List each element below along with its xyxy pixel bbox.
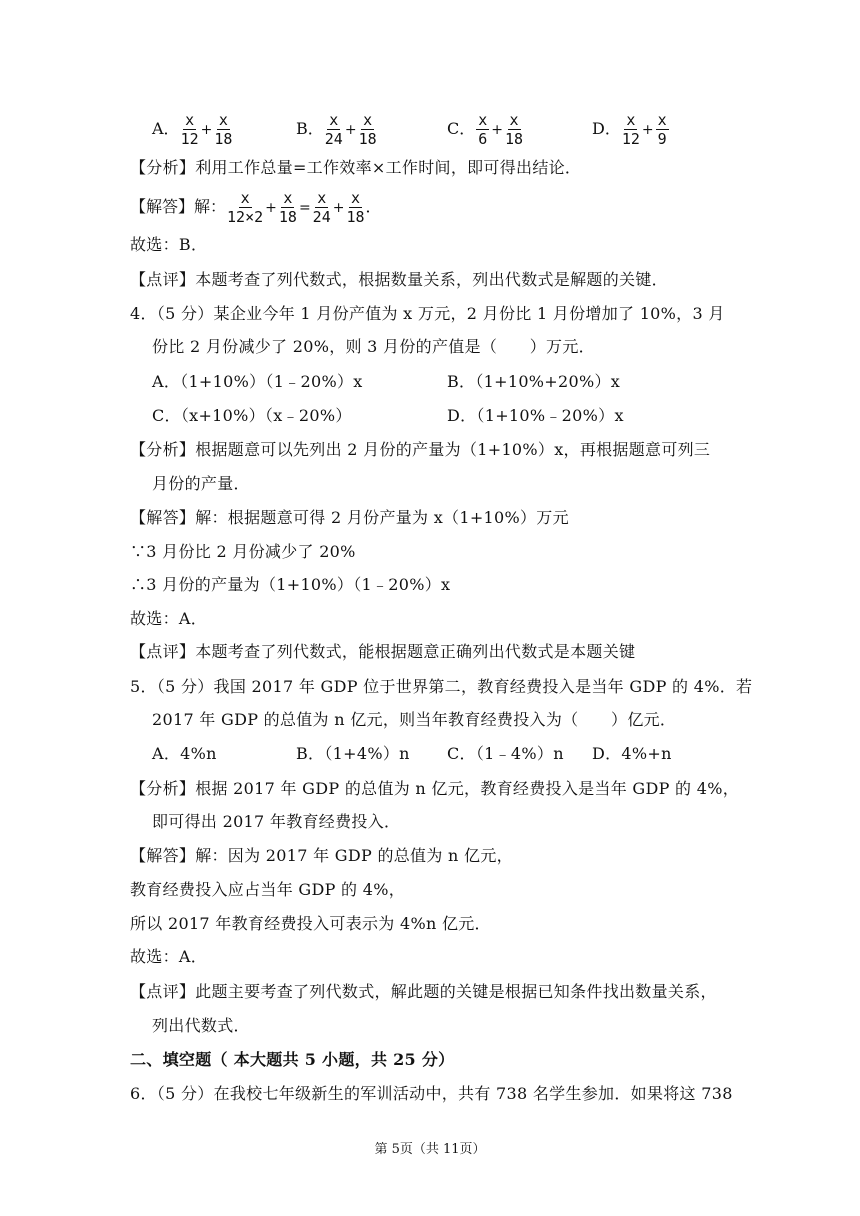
section-title-fill-in: 二、填空题（ 本大题共 5 小题，共 25 分） (130, 1050, 455, 1069)
q4-option-a: A．（1+10%）（1﹣20%）x (152, 372, 363, 391)
q3-option-c: C． $\frac{x}{6}$ + $\frac{x}{18}$ (447, 111, 524, 148)
q4-option-b: B．（1+10%+20%）x (447, 372, 621, 391)
page-footer: 第 5页（共 11页） (374, 1142, 486, 1157)
q6-stem-line1: 6．（5 分）在我校七年级新生的军训活动中，共有 738 名学生参加．如果将这 738 (130, 1084, 733, 1103)
q5-stem-line2: 2017 年 GDP 的总值为 n 亿元，则当年教育经费投入为（ ）亿元． (152, 710, 677, 729)
fraction: $\frac{x}{24}$ (312, 189, 331, 226)
q5-analysis-line2: 即可得出 2017 年教育经费投入． (152, 812, 401, 831)
q5-option-a: A．4%n (152, 744, 217, 763)
q4-comment: 【点评】本题考查了列代数式，能根据题意正确列出代数式是本题关键 (130, 642, 636, 661)
q3-analysis: 【分析】利用工作总量=工作效率×工作时间，即可得出结论． (130, 158, 582, 177)
q4-stem-line1: 4．（5 分）某企业今年 1 月份产值为 x 万元，2 月份比 1 月份增加了 10%，3 月 (130, 304, 725, 323)
q5-option-c: C．（1﹣4%）n (447, 744, 564, 763)
fraction: $\frac{x}{6}$ (478, 111, 488, 148)
q4-choice: 故选：A． (130, 609, 208, 628)
q5-option-b: B．（1+4%）n (296, 744, 410, 763)
q5-analysis-line1: 【分析】根据 2017 年 GDP 的总值为 n 亿元，教育经费投入是当年 GDP 的 4%， (130, 779, 740, 798)
q5-solution-line1: 【解答】解：因为 2017 年 GDP 的总值为 n 亿元， (130, 846, 513, 865)
q3-solution: 【解答】解： $\frac{x}{12\times 2}$ + $\frac{x}{18}$ = $\frac{x}{24}$ + $\frac{x}{18}$ ． (130, 189, 382, 226)
q4-analysis-line1: 【分析】根据题意可以先列出 2 月份的产量为（1+10%）x，再根据题意可列三 (130, 440, 711, 459)
q4-option-c: C．（x+10%）（x﹣20%） (152, 406, 352, 425)
q3-comment: 【点评】本题考查了列代数式，根据数量关系，列出代数式是解题的关键． (130, 270, 668, 289)
q4-stem-line2: 份比 2 月份减少了 20%，则 3 月份的产值是（ ）万元． (152, 337, 595, 356)
q3-choice: 故选：B． (130, 235, 208, 254)
q5-solution-line3: 所以 2017 年教育经费投入可表示为 4%n 亿元． (130, 914, 491, 933)
q5-choice: 故选：A． (130, 947, 208, 966)
q5-comment-line2: 列出代数式． (152, 1016, 250, 1035)
q4-option-d: D．（1+10%﹣20%）x (447, 406, 624, 425)
fraction: $\frac{x}{24}$ (324, 111, 343, 148)
q5-option-d: D．4%+n (592, 744, 672, 763)
fraction: $\frac{x}{9}$ (657, 111, 667, 148)
fraction: $\frac{x}{12}$ (180, 111, 199, 148)
fraction: $\frac{x}{18}$ (278, 189, 297, 226)
fraction: $\frac{x}{18}$ (214, 111, 233, 148)
q4-solution-line1: 【解答】解：根据题意可得 2 月份产量为 x（1+10%）万元 (130, 508, 569, 527)
fraction: $\frac{x}{18}$ (505, 111, 524, 148)
fraction: $\frac{x}{12}$ (621, 111, 640, 148)
q4-solution-line2: ∵3 月份比 2 月份减少了 20% (130, 542, 356, 561)
q5-solution-line2: 教育经费投入应占当年 GDP 的 4%， (130, 880, 406, 899)
fraction: $\frac{x}{18}$ (346, 189, 365, 226)
q5-stem-line1: 5．（5 分）我国 2017 年 GDP 位于世界第二，教育经费投入是当年 GDP 的 4%．若 (130, 677, 753, 696)
q3-option-b: B． $\frac{x}{24}$ + $\frac{x}{18}$ (296, 111, 377, 148)
fraction: $\frac{x}{12\times 2}$ (227, 189, 264, 226)
q5-comment-line1: 【点评】此题主要考查了列代数式，解此题的关键是根据已知条件找出数量关系， (130, 982, 717, 1001)
fraction: $\frac{x}{18}$ (358, 111, 377, 148)
q4-solution-line3: ∴3 月份的产量为（1+10%）（1﹣20%）x (130, 575, 451, 594)
q3-option-a: A． $\frac{x}{12}$ + $\frac{x}{18}$ (152, 111, 233, 148)
q4-analysis-line2: 月份的产量． (152, 474, 250, 493)
q3-option-d: D． $\frac{x}{12}$ + $\frac{x}{9}$ (592, 111, 667, 148)
